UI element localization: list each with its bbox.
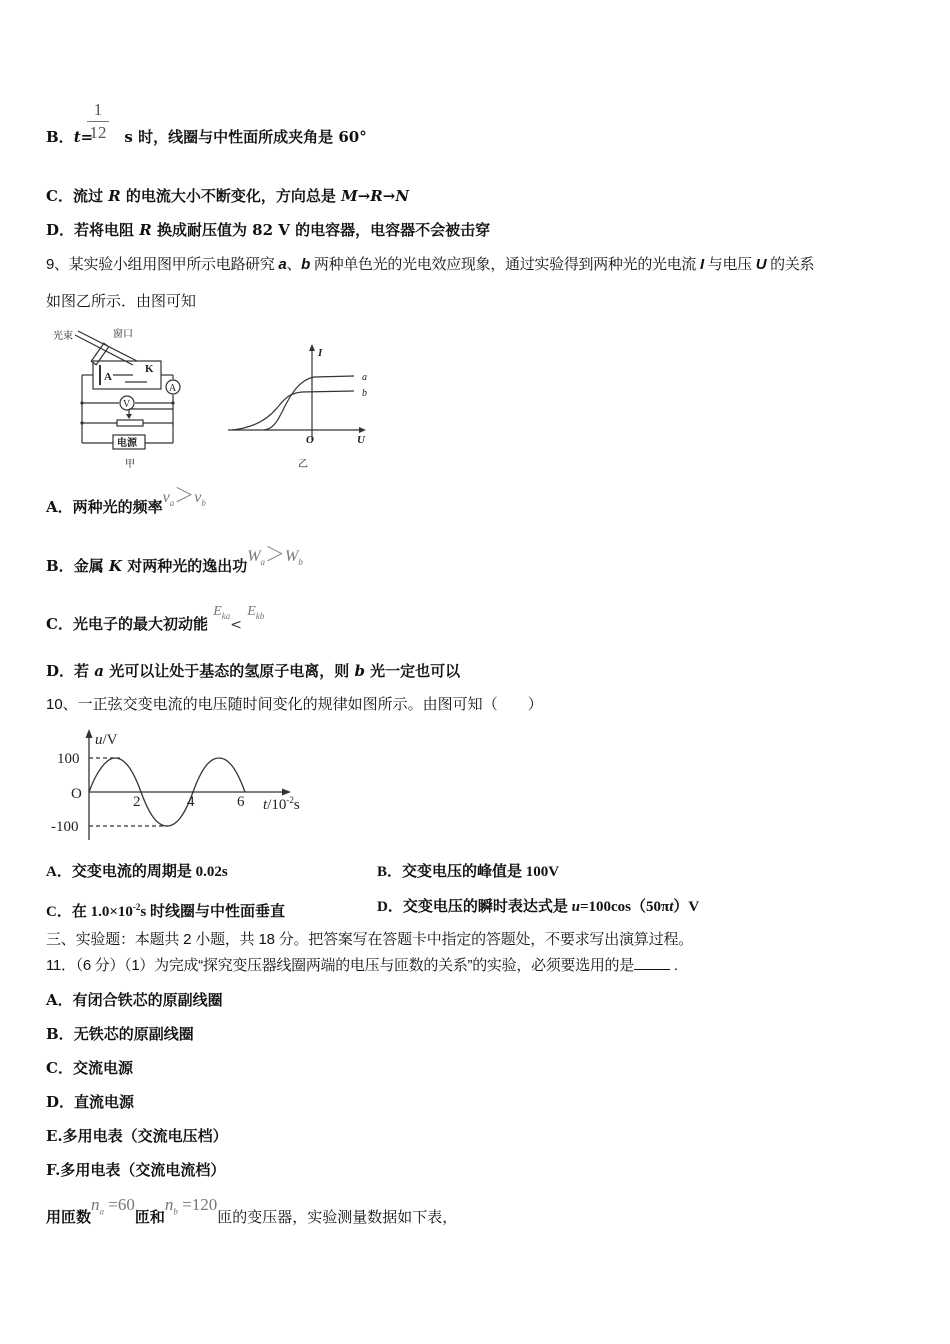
- ek-a-symbol: $E_{ka}$: [213, 604, 231, 621]
- iu-graph-yi: [222, 340, 382, 475]
- curve-b-label: b: [362, 388, 367, 399]
- q10-stem: 10、一正弦交变电流的电压随时间变化的规律如图所示。由图可知（ ）: [46, 696, 543, 713]
- x-tick-2: 2: [133, 794, 141, 810]
- ammeter-label: A: [169, 383, 177, 394]
- figure-yi-caption: 乙: [298, 459, 308, 470]
- nu-a-gt-nu-b: $\nu_a>\nu_b$: [162, 485, 206, 509]
- i-axis-label: I: [318, 347, 323, 359]
- q11-option-f[interactable]: F.多用电表（交流电流档）: [46, 1161, 226, 1179]
- q11-stem: 11．（6 分）（1）为完成“探究变压器线圈两端的电压与匝数的关系”的实验，必须要选用的是 .: [46, 957, 678, 974]
- q8-option-b[interactable]: B．t= s 时，线圈与中性面所成夹角是 60°: [46, 128, 367, 146]
- nb-equals-120: $n_b =120$: [164, 1195, 218, 1217]
- q11-option-c[interactable]: C．交流电源: [46, 1059, 133, 1077]
- voltmeter-label: V: [123, 399, 131, 410]
- q11-turns-line: 用匝数$n_a =60$匝和$n_b =120$匝的变压器，实验测量数据如下表，: [46, 1195, 458, 1226]
- section-3-heading: 三、实验题：本题共 2 小题，共 18 分。把答案写在答题卡中指定的答题处，不要求写出演算过程。: [46, 931, 694, 948]
- anode-label: A: [104, 371, 112, 383]
- q11-option-e[interactable]: E.多用电表（交流电压档）: [46, 1127, 228, 1145]
- q9-option-c[interactable]: C．光电子的最大初动能 $E_{ka}< E_{kb}$: [46, 604, 265, 633]
- x-tick-4: 4: [187, 794, 195, 810]
- q9-option-a[interactable]: A．两种光的频率$\nu_a>\nu_b$: [46, 485, 206, 516]
- q10-option-c[interactable]: C．在 $1.0\times 10^{-2}s$ 时线圈与中性面垂直: [46, 902, 285, 920]
- figure-jia-caption: 甲: [125, 459, 135, 470]
- x-tick-6: 6: [237, 794, 245, 810]
- q11-option-d[interactable]: D．直流电源: [46, 1093, 135, 1111]
- q9-stem-line1: 9、某实验小组用图甲所示电路研究 a、b 两种单色光的光电效应现象，通过实验得到两种光的光电流 I 与电压 U 的关系: [46, 256, 815, 273]
- q11-option-b[interactable]: B．无铁芯的原副线圈: [46, 1025, 194, 1043]
- beam-label: 光束: [53, 331, 73, 342]
- q9-option-d[interactable]: D．若 a 光可以让处于基态的氢原子电离，则 b 光一定也可以: [46, 662, 461, 680]
- q10-option-a[interactable]: A．交变电流的周期是 0.02s: [46, 864, 228, 880]
- na-equals-60: $n_a =60$: [91, 1195, 135, 1217]
- q8-option-c[interactable]: C．流过 R 的电流大小不断变化，方向总是 M→R→N: [46, 187, 410, 205]
- answer-blank[interactable]: [634, 957, 670, 970]
- power-source-label: 电源: [117, 438, 137, 449]
- q9-option-b[interactable]: B．金属 K 对两种光的逸出功$W_a>W_b$: [46, 544, 303, 575]
- u-axis-label: u/V: [95, 732, 118, 748]
- q8-option-d[interactable]: D．若将电阻 R 换成耐压值为 82 V 的电容器，电容器不会被击穿: [46, 221, 491, 239]
- fraction-1-over-12: 1 12: [87, 100, 109, 143]
- sine-voltage-chart: [45, 725, 325, 845]
- origin-label: O: [71, 786, 82, 802]
- y-tick-neg100: -100: [51, 819, 79, 835]
- w-a-gt-w-b: $W_a>W_b$: [247, 544, 303, 568]
- q11-option-a[interactable]: A．有闭合铁芯的原副线圈: [46, 991, 223, 1009]
- u-axis-label: U: [357, 434, 365, 446]
- cathode-label: K: [145, 363, 154, 375]
- q10-option-d[interactable]: D．交变电压的瞬时表达式是 u=100cos（50πt）V: [377, 899, 700, 915]
- t-axis-label: $t/10^{-2}s$: [263, 795, 300, 813]
- curve-a-label: a: [362, 372, 367, 383]
- origin-label: O: [306, 434, 314, 446]
- window-label: 窗口: [113, 329, 133, 340]
- circuit-diagram-jia: [45, 325, 195, 475]
- q10-option-b[interactable]: B．交变电压的峰值是 100V: [377, 864, 560, 880]
- q9-stem-line2: 如图乙所示．由图可知: [46, 293, 197, 310]
- y-tick-100: 100: [57, 751, 80, 767]
- ek-b-symbol: $E_{kb}$: [247, 604, 265, 621]
